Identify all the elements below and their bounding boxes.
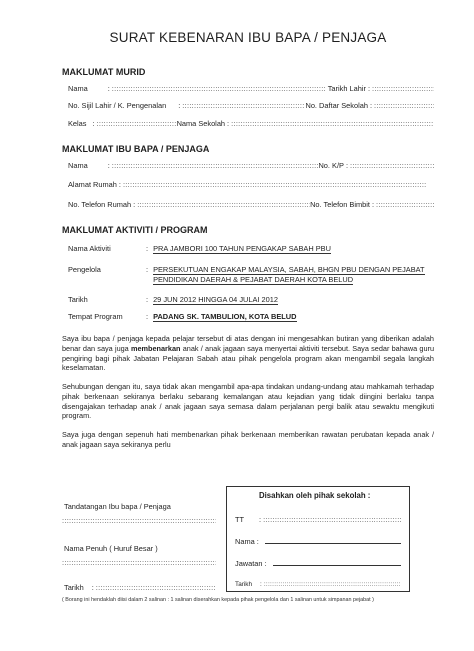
- document-title: SURAT KEBENARAN IBU BAPA / PENJAGA: [109, 30, 387, 45]
- parent-name-field[interactable]: [112, 161, 319, 170]
- mobile-phone-field[interactable]: [376, 200, 434, 209]
- organizer-row: Pengelola : PERSEKUTUAN ENGAKAP MALAYSIA, SABAH, BHGN PBU DENGAN PEJABAT PENDIDIKAN DAERAH & PEJABAT DAERAH KOTA BELUD: [68, 265, 425, 284]
- consent-emphasis: membenarkan: [130, 344, 181, 354]
- venue-row: Tempat Program : PADANG SK. TAMBULION, KOTA BELUD: [68, 312, 297, 322]
- tt-field[interactable]: [263, 515, 401, 524]
- liability-paragraph: Sehubungan dengan itu, saya tidak akan mengambil apa-apa tindakan undang-undang atau mahkamah terhadap pihak berkenaan sekiranya berlaku sebarang kemalangan atau kejadian yang tidak diingini berlaku tanpa disengajakan terhadap anak / anak jagaan saya semasa dalam perjalanan pergi balik atau sewaktu mengikuti program.: [62, 382, 434, 421]
- school-name-label: Nama Sekolah: [176, 118, 226, 128]
- student-id-row: No. Sijil Lahir / K. Pengenalan : ::::::::::::::::::::::::::::::::::::::::::::::::::::::::::::::::::::::::::::::::::::::::::::::::::::::::::::::::::::::::::::::::: No. Daftar Sekolah : :::::::::::::::::::::::::::::::::::::::::::::::::::::::::::::::::::::::::::::::::::::::::::::::::::::::::::::::::::::::::::::::::: [68, 101, 434, 110]
- school-name-field[interactable]: [231, 119, 434, 128]
- parent-date-row: Tarikh : :::::::::::::::::::::::::::::::::::::::::::::::::::::::::::::::::::::::::::::::::::::::::::::::::::::::::::::::::::::::::::::::::: [64, 583, 216, 592]
- verifier-date-field[interactable]: [264, 581, 401, 589]
- signature-field[interactable]: [62, 516, 216, 525]
- footnote: ( Borang ini hendaklah diisi dalam 2 salinan : 1 salinan diserahkan kepada pihak pengelola dan 1 salinan untuk simpanan pejabat ): [62, 597, 374, 603]
- ic-field[interactable]: [350, 161, 434, 170]
- student-name-label: Nama: [68, 84, 88, 94]
- verifier-name-field[interactable]: [265, 543, 401, 544]
- student-name-row: Nama : ::::::::::::::::::::::::::::::::::::::::::::::::::::::::::::::::::::::::::::::::::::::::::::::::::::::::::::::::::::::::::::::::: Tarikh Lahir : :::::::::::::::::::::::::::::::::::::::::::::::::::::::::::::::::::::::::::::::::::::::::::::::::::::::::::::::::::::::::::::::::: [68, 84, 434, 93]
- parent-name-row: Nama : ::::::::::::::::::::::::::::::::::::::::::::::::::::::::::::::::::::::::::::::::::::::::::::::::::::::::::::::::::::::::::::::::: No. K/P : :::::::::::::::::::::::::::::::::::::::::::::::::::::::::::::::::::::::::::::::::::::::::::::::::::::::::::::::::::::::::::::::::: [68, 161, 434, 170]
- birth-date-field[interactable]: [372, 84, 434, 93]
- section-parent-heading: MAKLUMAT IBU BAPA / PENJAGA: [62, 143, 210, 154]
- signature-label: Tandatangan Ibu bapa / Penjaga: [64, 502, 171, 511]
- school-verification-box: [226, 486, 410, 592]
- tt-label: TT: [235, 514, 245, 524]
- activity-name-value: PRA JAMBORI 100 TAHUN PENGAKAP SABAH PBU: [153, 244, 331, 254]
- student-class-row: Kelas : ::::::::::::::::::::::::::::::::::::::::::::::::::::::::::::::::::::::::::::::::::::::::::::::::::::::::::::::::::::::::::::::::: Nama Sekolah : :::::::::::::::::::::::::::::::::::::::::::::::::::::::::::::::::::::::::::::::::::::::::::::::::::::::::::::::::::::::::::::::::: [68, 119, 434, 128]
- home-phone-field[interactable]: [137, 200, 310, 209]
- position-label: Jawatan :: [235, 559, 267, 569]
- address-label: Alamat Rumah: [68, 180, 117, 190]
- section-activity-heading: MAKLUMAT AKTIVITI / PROGRAM: [62, 224, 208, 235]
- parent-date-field[interactable]: [96, 583, 216, 592]
- birth-date-label: Tarikh Lahir: [327, 84, 366, 94]
- parent-date-label: Tarikh: [64, 583, 84, 592]
- organizer-label: Pengelola: [68, 265, 101, 275]
- home-phone-label: No. Telefon Rumah: [68, 199, 132, 209]
- birth-cert-field[interactable]: [182, 101, 305, 110]
- verifier-date-row: Tarikh : :::::::::::::::::::::::::::::::::::::::::::::::::::::::::::::::::::::::::::::::::::::::::::::::::::::::::::::::::::::::::::::::::: [235, 581, 401, 589]
- address-field[interactable]: [123, 180, 434, 189]
- activity-name-label: Nama Aktiviti: [68, 244, 111, 254]
- birth-cert-label: No. Sijil Lahir / K. Pengenalan: [68, 101, 167, 111]
- ic-label: No. K/P: [318, 161, 344, 171]
- class-label: Kelas: [68, 118, 87, 128]
- signature-label-row: [64, 502, 216, 511]
- signature-field-row: [62, 516, 216, 525]
- full-name-label-row: [64, 544, 216, 553]
- position-row: [235, 559, 401, 568]
- venue-label: Tempat Program: [68, 312, 123, 322]
- position-field[interactable]: [273, 565, 401, 566]
- verifier-name-label: Nama :: [235, 536, 259, 546]
- organizer-value: PERSEKUTUAN ENGAKAP MALAYSIA, SABAH, BHGN PBU DENGAN PEJABAT PENDIDIKAN DAERAH & PEJABAT DAERAH KOTA BELUD: [153, 265, 425, 284]
- class-field[interactable]: [97, 119, 177, 128]
- section-student-heading: MAKLUMAT MURID: [62, 66, 146, 77]
- address-row: Alamat Rumah : :::::::::::::::::::::::::::::::::::::::::::::::::::::::::::::::::::::::::::::::::::::::::::::::::::::::::::::::::::::::::::::::::: [68, 180, 434, 189]
- school-register-field[interactable]: [374, 101, 434, 110]
- parent-signature-block: [64, 502, 216, 592]
- tt-row: TT : :::::::::::::::::::::::::::::::::::::::::::::::::::::::::::::::::::::::::::::::::::::::::::::::::::::::::::::::::::::::::::::::::: [235, 515, 401, 524]
- mobile-phone-label: No. Telefon Bimbit: [310, 199, 370, 209]
- date-value: 29 JUN 2012 HINGGA 04 JULAI 2012: [153, 294, 278, 304]
- verifier-name-row: [235, 537, 401, 546]
- phone-row: No. Telefon Rumah : ::::::::::::::::::::::::::::::::::::::::::::::::::::::::::::::::::::::::::::::::::::::::::::::::::::::::::::::::::::::::::::::::: No. Telefon Bimbit : :::::::::::::::::::::::::::::::::::::::::::::::::::::::::::::::::::::::::::::::::::::::::::::::::::::::::::::::::::::::::::::::::: [68, 200, 434, 209]
- verifier-date-label: Tarikh: [235, 581, 253, 589]
- verification-heading: Disahkan oleh pihak sekolah :: [259, 491, 371, 500]
- date-label: Tarikh: [68, 294, 88, 304]
- medical-paragraph: Saya juga dengan sepenuh hati membenarkan pihak berkenaan memberikan rawatan perubatan kepada anak / anak jagaan saya sekiranya perlu: [62, 430, 434, 449]
- school-register-label: No. Daftar Sekolah: [305, 101, 368, 111]
- parent-name-label: Nama: [68, 161, 88, 171]
- full-name-field-row: [62, 558, 216, 567]
- consent-paragraph: Saya ibu bapa / penjaga kepada pelajar tersebut di atas dengan ini mengesahkan butiran yang diberikan adalah benar dan saya juga membenarkan anak / anak jagaan saya menyertai aktiviti tersebut. Saya sedar bahawa guru pengiring bagi pihak Jabatan Pelajaran Sabah atau pihak pengelola program akan mengambil segala langkah keselamatan.: [62, 334, 434, 373]
- full-name-field[interactable]: [62, 558, 216, 567]
- full-name-label: Nama Penuh ( Huruf Besar ): [64, 543, 158, 553]
- student-name-field[interactable]: [112, 84, 326, 93]
- venue-value: PADANG SK. TAMBULION, KOTA BELUD: [153, 312, 297, 322]
- activity-name-row: Nama Aktiviti : PRA JAMBORI 100 TAHUN PENGAKAP SABAH PBU: [68, 244, 331, 254]
- date-row: Tarikh : 29 JUN 2012 HINGGA 04 JULAI 2012: [68, 294, 278, 304]
